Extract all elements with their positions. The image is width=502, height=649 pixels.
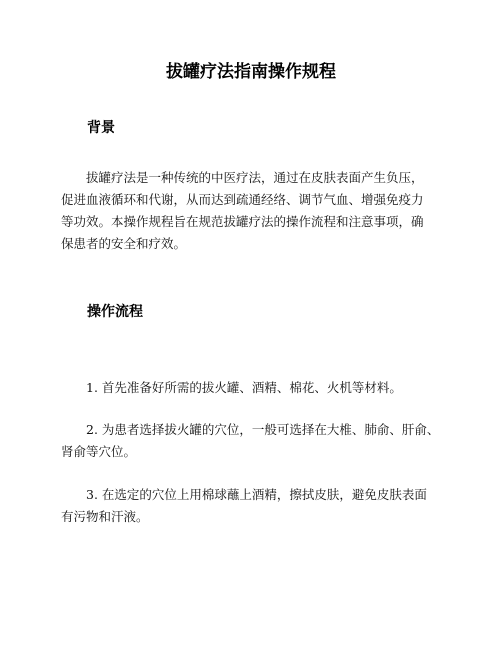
step-line: 3. 在选定的穴位上用棉球蘸上酒精，擦拭皮肤，避免皮肤表面 (86, 487, 427, 502)
step-line: 1. 首先准备好所需的拔火罐、酒精、棉花、火机等材料。 (86, 380, 402, 395)
document-title: 拔罐疗法指南操作规程 (166, 62, 336, 82)
section-heading-procedure: 操作流程 (87, 304, 143, 320)
paragraph-line: 拔罐疗法是一种传统的中医疗法，通过在皮肤表面产生负压， (86, 170, 424, 185)
procedure-step-2 (61, 419, 451, 463)
background-paragraph (61, 167, 451, 255)
step-line: 有污物和汗液。 (61, 509, 149, 524)
paragraph-line: 促进血液循环和代谢，从而达到疏通经络、调节气血、增强免疫力 (61, 192, 424, 207)
step-line: 肾俞等穴位。 (61, 444, 137, 459)
procedure-step-3 (61, 484, 451, 528)
step-line: 2. 为患者选择拔火罐的穴位，一般可选择在大椎、肺俞、肝俞、 (86, 422, 440, 437)
paragraph-line: 等功效。本操作规程旨在规范拔罐疗法的操作流程和注意事项，确 (61, 214, 424, 229)
procedure-step-1 (61, 377, 451, 399)
paragraph-line: 保患者的安全和疗效。 (61, 236, 187, 251)
section-heading-background: 背景 (87, 120, 115, 136)
